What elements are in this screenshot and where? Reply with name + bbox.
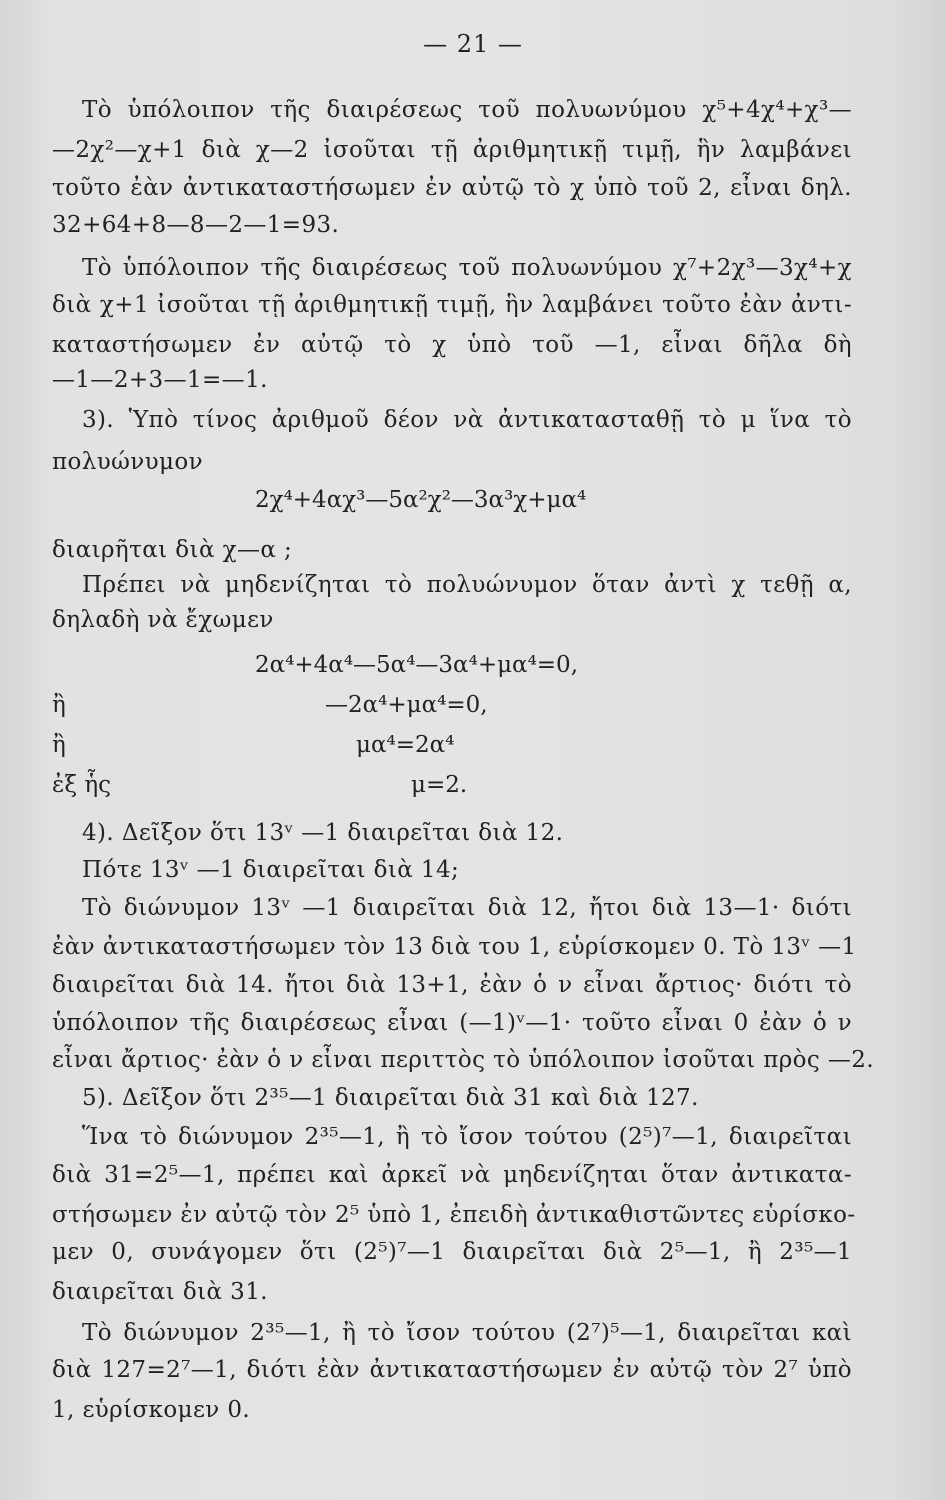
text-line: 5). Δεῖξον ὅτι 2³⁵—1 διαιρεῖται διὰ 31 καὶ διὰ 127. <box>82 1085 699 1111</box>
text-line: Τὸ ὑπόλοιπον τῆς διαιρέσεως τοῦ πολυωνύμου χ⁷+2χ³—3χ⁴+χ <box>82 255 852 281</box>
equation-label: ἢ <box>52 692 66 718</box>
equation: μ=2. <box>411 772 468 798</box>
text-line: ἐὰν ἀντικαταστήσωμεν τὸν 13 διὰ του 1, εὑρίσκομεν 0. Τὸ 13ᵛ —1 <box>52 934 857 960</box>
equation: 2χ⁴+4αχ³—5α²χ²—3α³χ+μα⁴ <box>255 487 587 513</box>
text-line: 1, εὑρίσκομεν 0. <box>52 1397 251 1423</box>
text-line: Τὸ διώνυμον 2³⁵—1, ἢ τὸ ἴσον τούτου (2⁷)⁵—1, διαιρεῖται καὶ <box>82 1320 852 1346</box>
text-line: καταστήσωμεν ἐν αὐτῷ τὸ χ ὑπὸ τοῦ —1, εἶναι δῆλα δὴ <box>52 332 852 358</box>
equation-label: ἐξ ἧς <box>52 772 111 798</box>
text-line: δηλαδὴ νὰ ἔχωμεν <box>52 607 274 633</box>
text-line: 3). Ὑπὸ τίνος ἀριθμοῦ δέον νὰ ἀντικατασταθῇ τὸ μ ἵνα τὸ <box>82 407 852 433</box>
text-line: Τὸ ὑπόλοιπον τῆς διαιρέσεως τοῦ πολυωνύμου χ⁵+4χ⁴+χ³— <box>82 97 852 123</box>
equation: —2α⁴+μα⁴=0, <box>325 692 488 718</box>
text-line: Πρέπει νὰ μηδενίζηται τὸ πολυώνυμον ὅταν ἀντὶ χ τεθῇ α, <box>82 572 852 598</box>
text-line: στήσωμεν ἐν αὐτῷ τὸν 2⁵ ὑπὸ 1, ἐπειδὴ ἀντικαθιστῶντες εὑρίσκο- <box>52 1202 856 1228</box>
equation: μα⁴=2α⁴ <box>356 732 455 758</box>
text-line: μεν 0, συνάγομεν ὅτι (2⁵)⁷—1 διαιρεῖται διὰ 2⁵—1, ἢ 2³⁵—1 <box>52 1239 852 1265</box>
text-line: 4). Δεῖξον ὅτι 13ᵛ —1 διαιρεῖται διὰ 12. <box>82 820 564 846</box>
text-line: διαιρεῖται διὰ 14. ἤτοι διὰ 13+1, ἐὰν ὁ ν εἶναι ἄρτιος· διότι τὸ <box>52 972 852 998</box>
text-line: εἶναι ἄρτιος· ἐὰν ὁ ν εἶναι περιττὸς τὸ ὑπόλοιπον ἰσοῦται πρὸς —2. <box>52 1047 875 1073</box>
equation: 2α⁴+4α⁴—5α⁴—3α⁴+μα⁴=0, <box>255 652 578 678</box>
text-line: Πότε 13ᵛ —1 διαιρεῖται διὰ 14; <box>82 857 460 883</box>
text-line: διὰ 31=2⁵—1, πρέπει καὶ ἀρκεῖ νὰ μηδενίζηται ὅταν ἀντικατα- <box>52 1162 852 1188</box>
text-line: —2χ²—χ+1 διὰ χ—2 ἰσοῦται τῇ ἀριθμητικῇ τιμῇ, ἣν λαμβάνει <box>52 137 852 163</box>
text-line: ὑπόλοιπον τῆς διαιρέσεως εἶναι (—1)ᵛ—1· τοῦτο εἶναι 0 ἐὰν ὁ ν <box>52 1010 852 1036</box>
text-line: διὰ χ+1 ἰσοῦται τῇ ἀριθμητικῇ τιμῇ, ἣν λαμβάνει τοῦτο ἐὰν ἀντι- <box>52 292 852 318</box>
text-line: Ἵνα τὸ διώνυμον 2³⁵—1, ἢ τὸ ἴσον τούτου (2⁵)⁷—1, διαιρεῖται <box>82 1124 852 1150</box>
text-line: τοῦτο ἐὰν ἀντικαταστήσωμεν ἐν αὐτῷ τὸ χ ὑπὸ τοῦ 2, εἶναι δηλ. <box>52 175 852 201</box>
page-number: — 21 — <box>423 30 523 58</box>
text-line: 32+64+8—8—2—1=93. <box>52 212 340 238</box>
text-line: διαιρῆται διὰ χ—α ; <box>52 537 293 563</box>
text-line: διαιρεῖται διὰ 31. <box>52 1279 268 1305</box>
text-line: διὰ 127=2⁷—1, διότι ἐὰν ἀντικαταστήσωμεν ἐν αὐτῷ τὸν 2⁷ ὑπὸ <box>52 1357 852 1383</box>
text-line: Τὸ διώνυμον 13ᵛ —1 διαιρεῖται διὰ 12, ἤτοι διὰ 13—1· διότι <box>82 895 852 921</box>
equation-label: ἢ <box>52 732 66 758</box>
text-line: —1—2+3—1=—1. <box>52 367 268 393</box>
text-line: πολυώνυμον <box>52 449 204 475</box>
